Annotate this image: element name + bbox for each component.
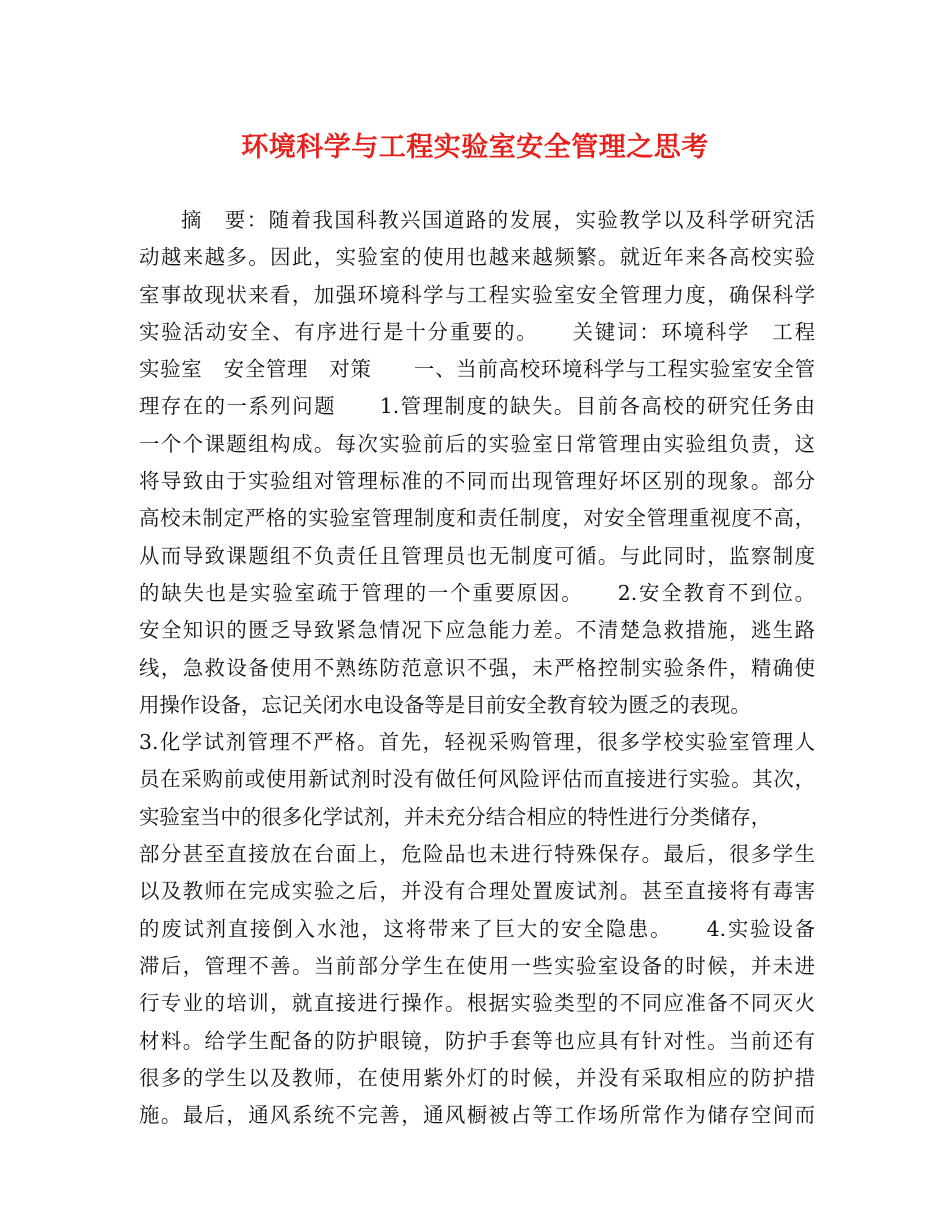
body-line: 以及教师在完成实验之后，并没有合理处置废试剂。甚至直接将有毒害 <box>139 879 815 904</box>
body-line: 实验活动安全、有序进行是十分重要的。 关键词：环境科学 工程 <box>139 319 815 344</box>
body-line: 用操作设备，忘记关闭水电设备等是目前安全教育较为匮乏的表现。 <box>139 692 751 717</box>
body-line: 施。最后，通风系统不完善，通风橱被占等工作场所常作为储存空间而 <box>139 1103 815 1128</box>
body-line: 一个个课题组构成。每次实验前后的实验室日常管理由实验组负责，这 <box>139 431 815 456</box>
document-title: 环境科学与工程实验室安全管理之思考 <box>241 132 709 163</box>
body-line: 将导致由于实验组对管理标准的不同而出现管理好坏区别的现象。部分 <box>139 469 815 494</box>
body-line: 滞后，管理不善。当前部分学生在使用一些实验室设备的时候，并未进 <box>139 953 815 978</box>
body-line: 动越来越多。因此，实验室的使用也越来越频繁。就近年来各高校实验 <box>139 245 815 270</box>
body-line: 的废试剂直接倒入水池，这将带来了巨大的安全隐患。 4.实验设备 <box>139 916 815 941</box>
body-line: 材料。给学生配备的防护眼镜，防护手套等也应具有针对性。当前还有 <box>139 1028 815 1053</box>
body-line: 线，急救设备使用不熟练防范意识不强，未严格控制实验条件，精确使 <box>139 655 815 680</box>
body-line: 员在采购前或使用新试剂时没有做任何风险评估而直接进行实验。其次， <box>139 767 815 792</box>
body-line: 从而导致课题组不负责任且管理员也无制度可循。与此同时，监察制度 <box>139 543 815 568</box>
body-line: 实验室 安全管理 对策 一、当前高校环境科学与工程实验室安全管 <box>139 357 815 382</box>
body-line: 实验室当中的很多化学试剂，并未充分结合相应的特性进行分类储存， <box>139 804 772 829</box>
body-line: 部分甚至直接放在台面上，危险品也未进行特殊保存。最后，很多学生 <box>139 842 815 867</box>
body-line: 3.化学试剂管理不严格。首先，轻视采购管理，很多学校实验室管理人 <box>139 730 815 755</box>
body-line: 安全知识的匮乏导致紧急情况下应急能力差。不清楚急救措施，逃生路 <box>139 618 815 643</box>
body-line: 室事故现状来看，加强环境科学与工程实验室安全管理力度，确保科学 <box>139 282 815 307</box>
document-body <box>139 202 815 1134</box>
body-line: 摘 要：随着我国科教兴国道路的发展，实验教学以及科学研究活 <box>181 208 815 232</box>
body-line: 行专业的培训，就直接进行操作。根据实验类型的不同应准备不同灭火 <box>139 991 815 1016</box>
body-line: 理存在的一系列问题 1.管理制度的缺失。目前各高校的研究任务由 <box>139 394 815 419</box>
body-line: 很多的学生以及教师，在使用紫外灯的时候，并没有采取相应的防护措 <box>139 1065 815 1090</box>
body-line: 高校未制定严格的实验室管理制度和责任制度，对安全管理重视度不高， <box>139 506 815 531</box>
body-line: 的缺失也是实验室疏于管理的一个重要原因。 2.安全教育不到位。 <box>139 580 815 605</box>
